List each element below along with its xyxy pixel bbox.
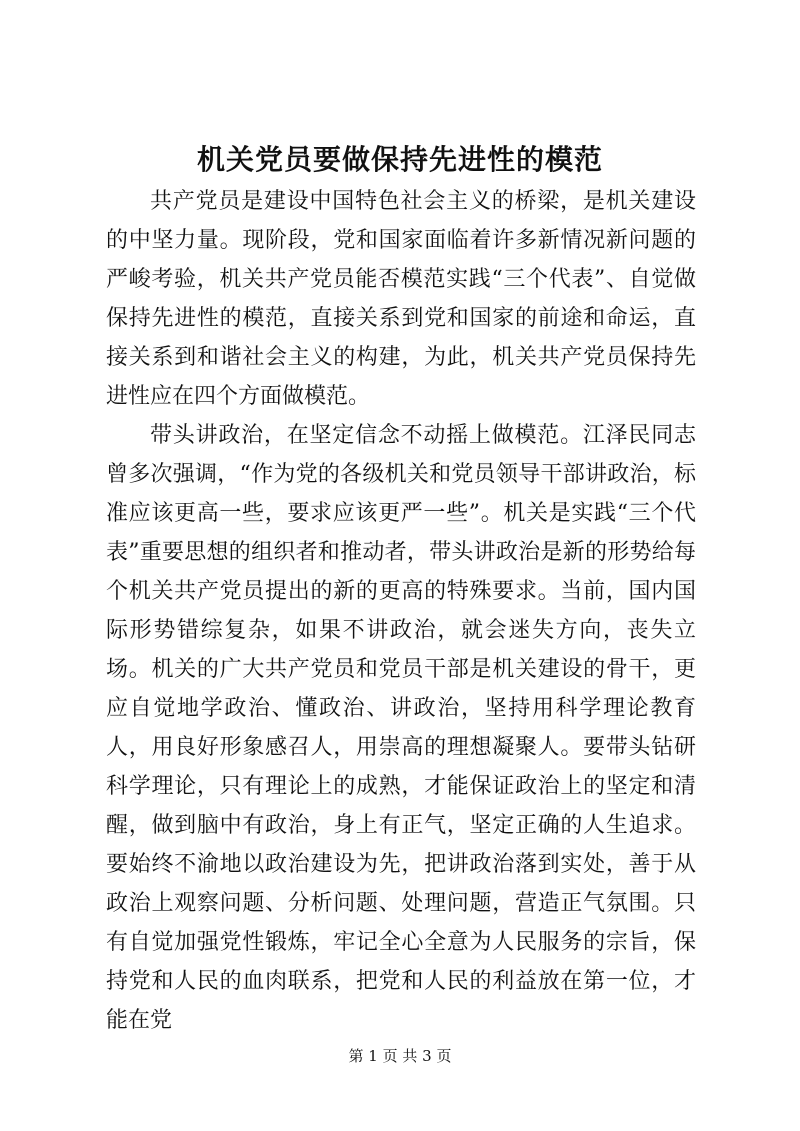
page-number-footer: 第 1 页 共 3 页 bbox=[348, 1047, 452, 1065]
paragraph-1: 共产党员是建设中国特色社会主义的桥梁，是机关建设的中坚力量。现阶段，党和国家面临着许多新情况新问题的严峻考验，机关共产党员能否模范实践“三个代表”、自觉做保持先进性的模范，直接关系到党和国家的前途和命运，直接关系到和谐社会主义的构建，为此，机关共产党员保持先进性应在四个方面做模范。 bbox=[106, 189, 696, 409]
page-title: 机关党员要做保持先进性的模范 bbox=[196, 143, 603, 176]
paragraph-2: 带头讲政治，在坚定信念不动摇上做模范。江泽民同志曾多次强调，“作为党的各级机关和党员领导干部讲政治，标准应该更高一些，要求应该更严一些”。机关是实践“三个代表”重要思想的组织者和推动者，带头讲政治是新的形势给每个机关共产党员提出的新的更高的特殊要求。当前，国内国际形势错综复杂，如果不讲政治，就会迷失方向，丧失立场。机关的广大共产党员和党员干部是机关建设的骨干，更应自觉地学政治、懂政治、讲政治，坚持用科学理论教育人，用良好形象感召人，用崇高的理想凝聚人。要带头钻研科学理论，只有理论上的成熟，才能保证政治上的坚定和清醒，做到脑中有政治，身上有正气，坚定正确的人生追求。要始终不渝地以政治建设为先，把讲政治落到实处，善于从政治上观察问题、分析问题、处理问题，营造正气氛围。只有自觉加强党性锻炼，牢记全心全意为人民服务的宗旨，保持党和人民的血肉联系，把党和人民的利益放在第一位，才能在党 bbox=[106, 423, 696, 1033]
document-body bbox=[106, 182, 696, 1040]
